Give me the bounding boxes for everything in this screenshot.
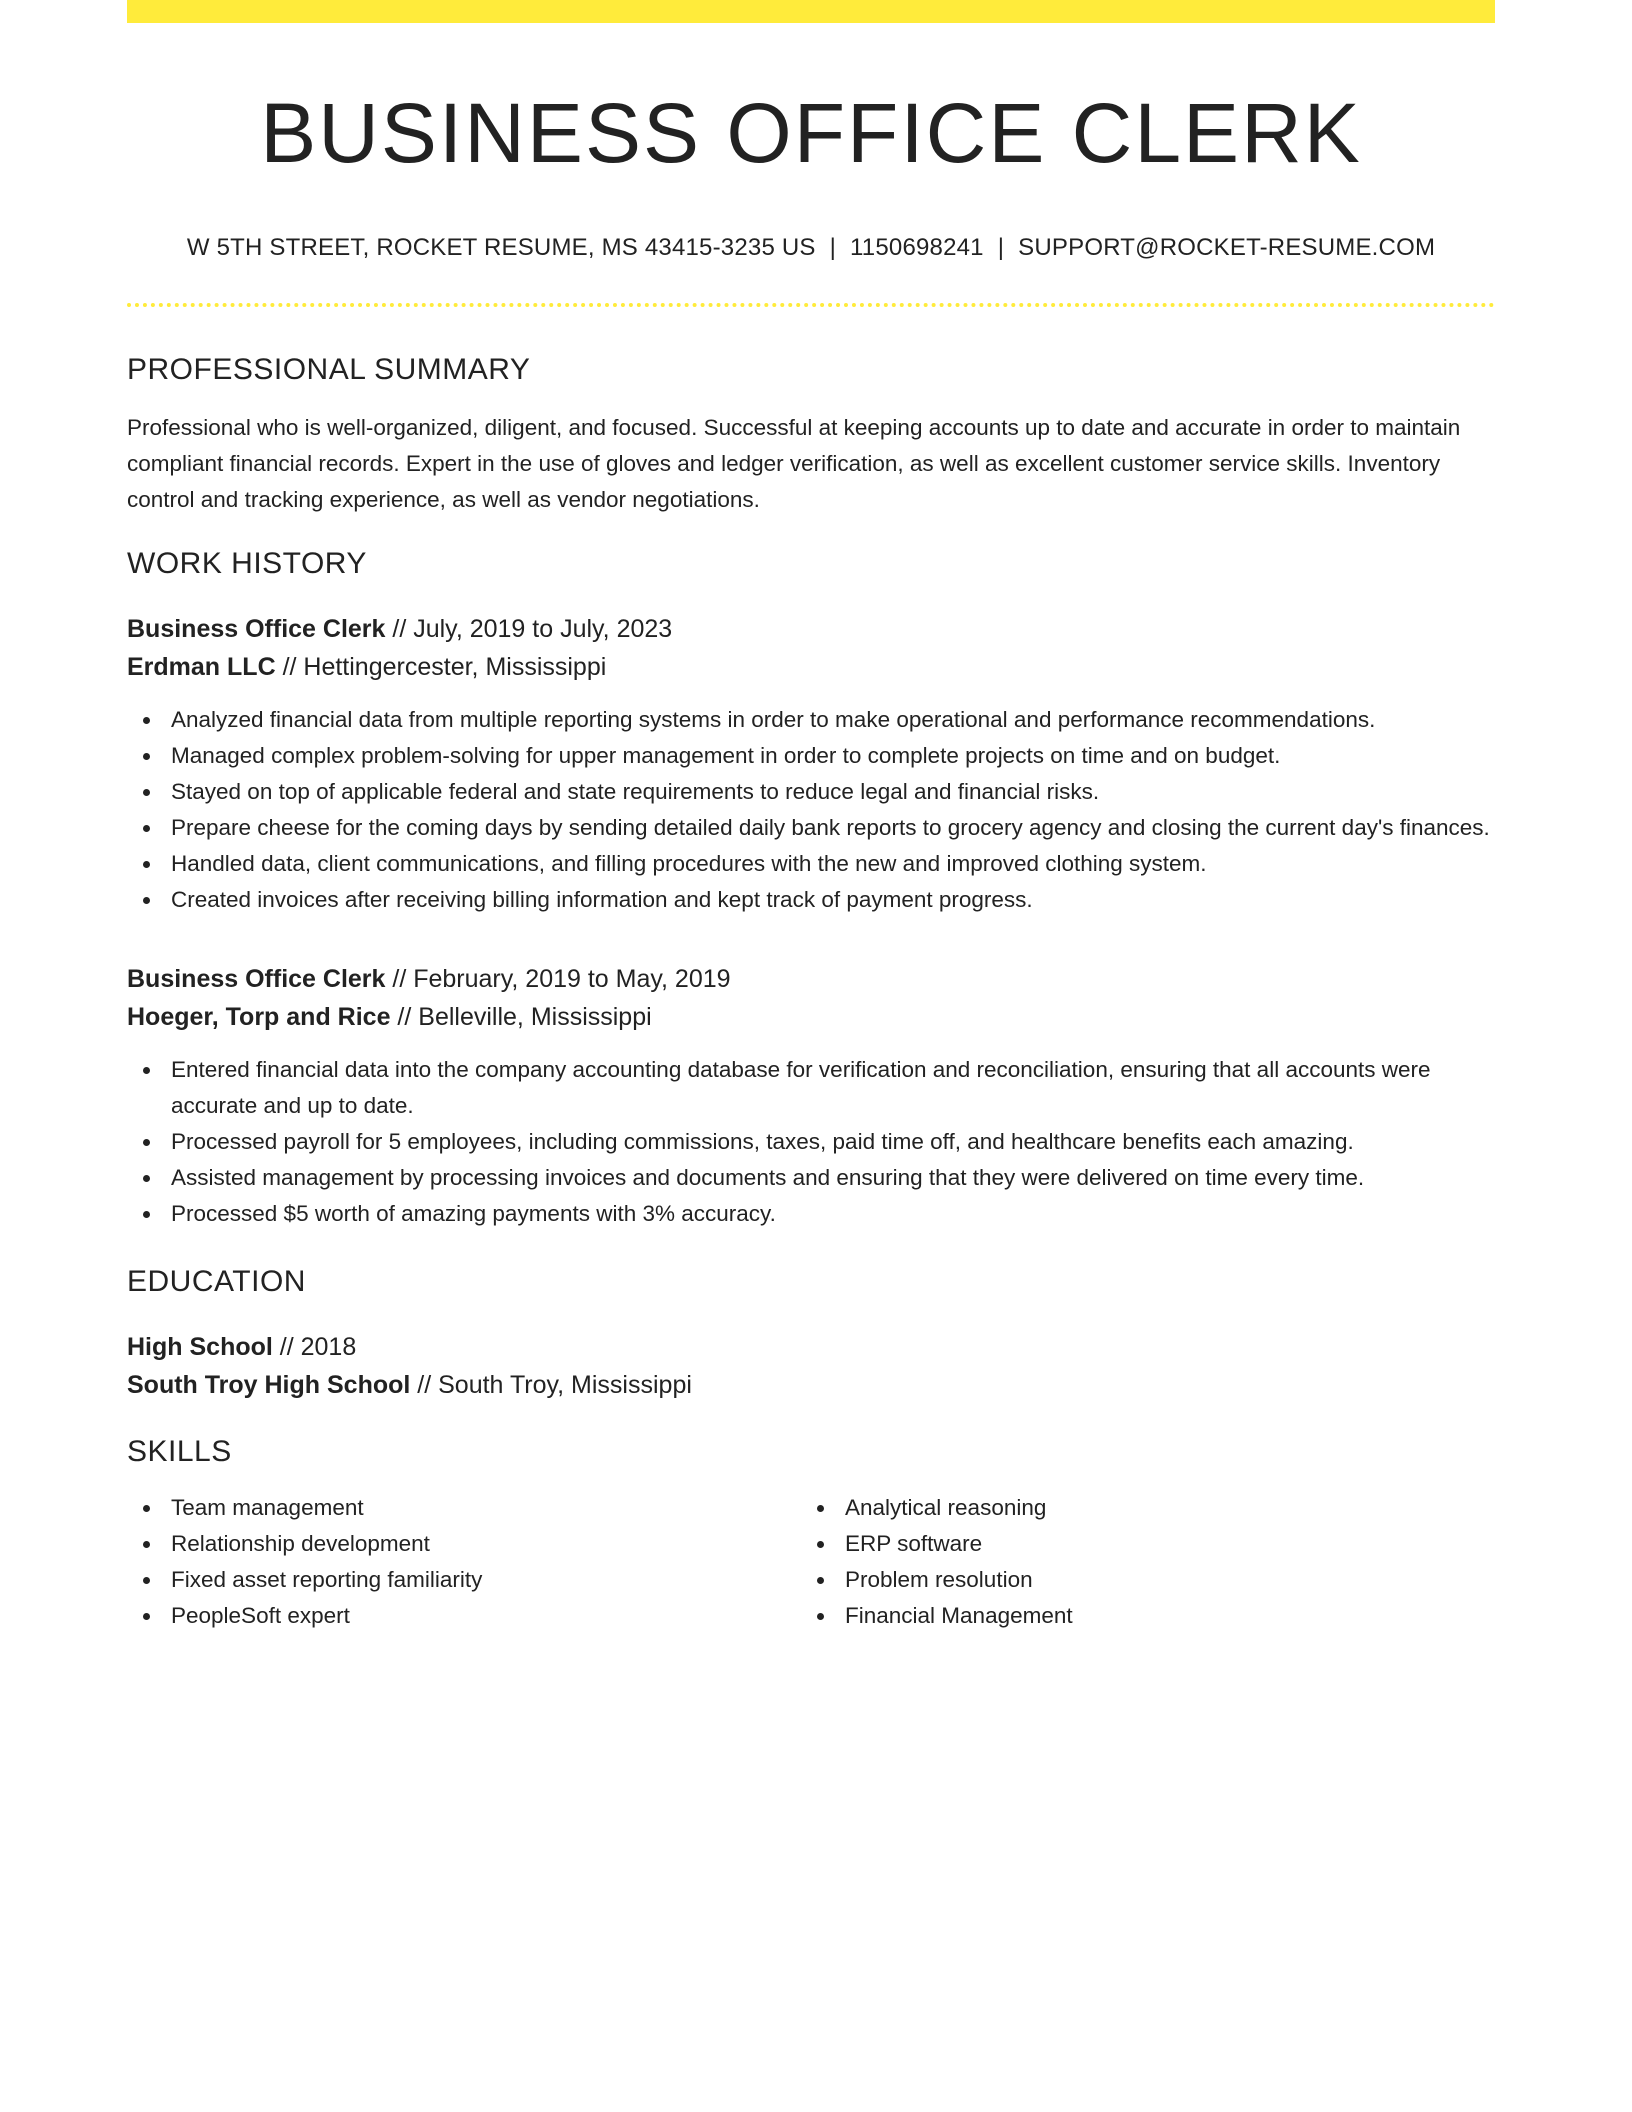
job-company-line — [127, 998, 1495, 1036]
bullet-dot-icon — [143, 825, 150, 832]
skills-list — [801, 1490, 1475, 1634]
job-entry — [127, 610, 1495, 918]
job-bullet: Processed $5 worth of amazing payments with 3% accuracy. — [171, 1196, 1495, 1232]
job-bullet: Entered financial data into the company accounting database for verification and reconciliation, ensuring that all accounts were accurate and up to date. — [171, 1052, 1495, 1124]
job-role-line — [127, 960, 1495, 998]
skills-grid — [127, 1490, 1495, 1634]
section-title-summary: PROFESSIONAL SUMMARY — [127, 352, 531, 386]
bullet-dot-icon — [143, 1541, 150, 1548]
job-location: // Hettingercester, Mississippi — [275, 652, 607, 681]
bullet-dot-icon — [143, 1577, 150, 1584]
skills-column-left — [127, 1490, 801, 1634]
job-entry — [127, 960, 1495, 1232]
bullet-dot-icon — [817, 1505, 824, 1512]
skill-item: Problem resolution — [845, 1562, 1475, 1598]
bullet-dot-icon — [143, 861, 150, 868]
bullet-dot-icon — [143, 753, 150, 760]
summary-text: Professional who is well-organized, diligent, and focused. Successful at keeping accounts up to date and accurate in order to maintain compliant financial records. Expert in the use of gloves and ledger verification, as well as excellent customer service skills. Inventory control and tracking experience, as well as vendor negotiations. — [127, 414, 1461, 512]
job-bullet: Handled data, client communications, and filling procedures with the new and improved clothing system. — [171, 846, 1495, 882]
education-school-line — [127, 1366, 1495, 1404]
job-bullet: Stayed on top of applicable federal and state requirements to reduce legal and financial risks. — [171, 774, 1495, 810]
contact-phone: 1150698241 — [850, 233, 984, 261]
bullet-dot-icon — [143, 1067, 150, 1074]
skill-item: Relationship development — [171, 1526, 801, 1562]
education-entry — [127, 1328, 1495, 1404]
job-bullet: Assisted management by processing invoices and documents and ensuring that they were delivered on time every time. — [171, 1160, 1495, 1196]
contact-separator: | — [997, 233, 1005, 261]
accent-bar — [127, 0, 1495, 23]
section-title-education: EDUCATION — [127, 1264, 306, 1298]
education-degree-line — [127, 1328, 1495, 1366]
bullet-dot-icon — [143, 1505, 150, 1512]
dotted-divider — [127, 303, 1495, 307]
bullet-dot-icon — [143, 789, 150, 796]
bullet-dot-icon — [143, 1175, 150, 1182]
job-bullet: Analyzed financial data from multiple reporting systems in order to make operational and performance recommendations. — [171, 702, 1495, 738]
job-location: // Belleville, Mississippi — [390, 1002, 652, 1031]
skill-item: Financial Management — [845, 1598, 1475, 1634]
skill-item: PeopleSoft expert — [171, 1598, 801, 1634]
resume-name: BUSINESS OFFICE CLERK — [260, 86, 1362, 180]
job-bullet-list — [127, 1052, 1495, 1232]
job-bullet-list — [127, 702, 1495, 918]
contact-separator: | — [829, 233, 837, 261]
bullet-dot-icon — [143, 1139, 150, 1146]
job-company-line — [127, 648, 1495, 686]
job-role-line — [127, 610, 1495, 648]
job-dates: // February, 2019 to May, 2019 — [385, 964, 731, 993]
job-company: Hoeger, Torp and Rice — [127, 1002, 391, 1031]
education-year: // 2018 — [272, 1332, 357, 1361]
job-company: Erdman LLC — [127, 652, 276, 681]
skills-list — [127, 1490, 801, 1634]
bullet-dot-icon — [817, 1577, 824, 1584]
bullet-dot-icon — [143, 1211, 150, 1218]
skills-column-right — [801, 1490, 1475, 1634]
education-degree: High School — [127, 1332, 273, 1361]
job-role: Business Office Clerk — [127, 614, 386, 643]
section-title-skills: SKILLS — [127, 1434, 232, 1468]
bullet-dot-icon — [817, 1541, 824, 1548]
skill-item: ERP software — [845, 1526, 1475, 1562]
bullet-dot-icon — [143, 1613, 150, 1620]
bullet-dot-icon — [143, 897, 150, 904]
education-location: // South Troy, Mississippi — [410, 1370, 692, 1399]
skill-item: Analytical reasoning — [845, 1490, 1475, 1526]
job-bullet: Prepare cheese for the coming days by sending detailed daily bank reports to grocery agency and closing the current day's finances. — [171, 810, 1495, 846]
job-role: Business Office Clerk — [127, 964, 386, 993]
bullet-dot-icon — [143, 717, 150, 724]
job-bullet: Managed complex problem-solving for upper management in order to complete projects on time and on budget. — [171, 738, 1495, 774]
contact-email: SUPPORT@ROCKET-RESUME.COM — [1018, 233, 1436, 261]
bullet-dot-icon — [817, 1613, 824, 1620]
resume-page — [127, 0, 1495, 1634]
education-school: South Troy High School — [127, 1370, 411, 1399]
job-bullet: Created invoices after receiving billing information and kept track of payment progress. — [171, 882, 1495, 918]
contact-line — [127, 234, 1495, 263]
skill-item: Team management — [171, 1490, 801, 1526]
section-title-work-history: WORK HISTORY — [127, 546, 367, 580]
job-bullet: Processed payroll for 5 employees, including commissions, taxes, paid time off, and healthcare benefits each amazing. — [171, 1124, 1495, 1160]
contact-address: W 5TH STREET, ROCKET RESUME, MS 43415-3235 US — [186, 233, 816, 261]
job-dates: // July, 2019 to July, 2023 — [385, 614, 673, 643]
skill-item: Fixed asset reporting familiarity — [171, 1562, 801, 1598]
